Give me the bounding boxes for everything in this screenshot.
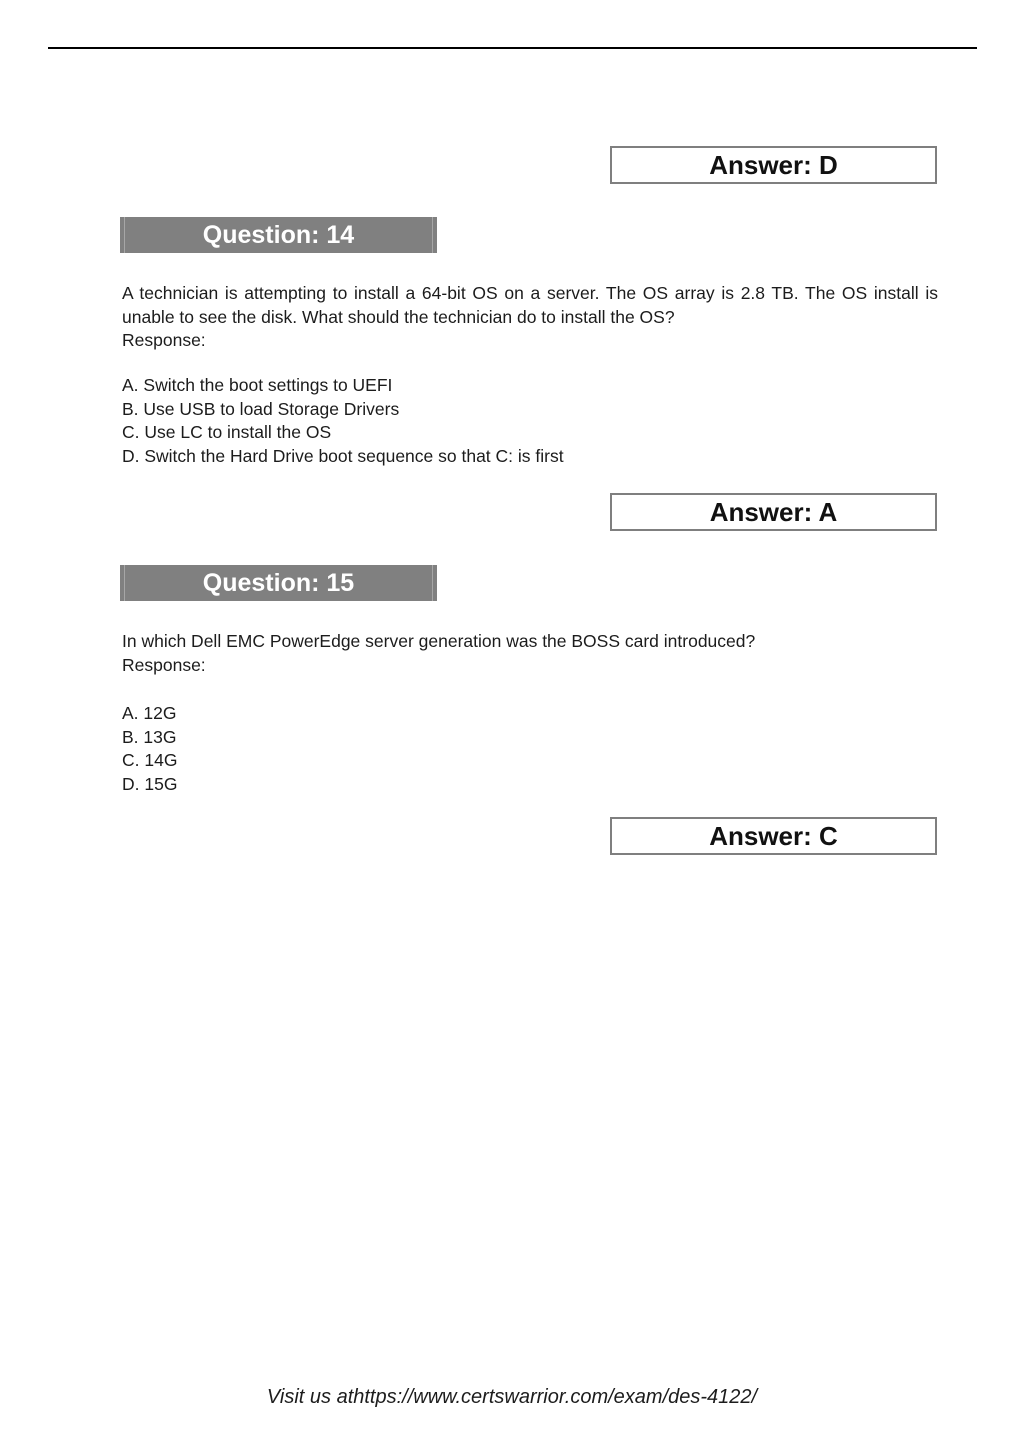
question-15-header bbox=[120, 565, 437, 601]
question-14-header bbox=[120, 217, 437, 253]
option-a: A. 12G bbox=[122, 703, 177, 723]
question-14-header-label: Question: 14 bbox=[202, 220, 355, 249]
option-c: C. Use LC to install the OS bbox=[122, 422, 332, 442]
question-14-body bbox=[122, 282, 938, 353]
answer-label: Answer: C bbox=[709, 820, 838, 851]
footer-link[interactable]: Visit us athttps://www.certswarrior.com/exam/des-4122/ bbox=[266, 1386, 758, 1408]
answer-label: Answer: D bbox=[709, 149, 838, 180]
option-d: D. Switch the Hard Drive boot sequence so that C: is first bbox=[122, 445, 564, 466]
question-15-body bbox=[122, 630, 938, 677]
question-15-header-label: Question: 15 bbox=[202, 568, 355, 597]
answer-label: Answer: A bbox=[709, 496, 838, 527]
question-15-response-label: Response: bbox=[122, 654, 206, 675]
question-15-options bbox=[122, 702, 177, 796]
option-a: A. Switch the boot settings to UEFI bbox=[122, 375, 393, 395]
question-15-text: In which Dell EMC PowerEdge server generation was the BOSS card introduced? bbox=[122, 631, 756, 651]
answer-box-question-15 bbox=[610, 817, 937, 855]
question-14-options bbox=[122, 374, 564, 468]
question-14-text: A technician is attempting to install a 64-bit OS on a server. The OS array is 2.8 TB. The OS install is unable to see the disk. What should the technician do to install the OS? bbox=[122, 283, 938, 327]
answer-box-question-14 bbox=[610, 493, 937, 531]
option-c: C. 14G bbox=[122, 750, 178, 770]
option-b: B. 13G bbox=[122, 726, 177, 747]
answer-box-question-13 bbox=[610, 146, 937, 184]
footer bbox=[0, 1386, 1024, 1409]
option-b: B. Use USB to load Storage Drivers bbox=[122, 398, 400, 419]
option-d: D. 15G bbox=[122, 773, 178, 794]
top-rule bbox=[48, 47, 977, 49]
question-14-response-label: Response: bbox=[122, 330, 206, 350]
